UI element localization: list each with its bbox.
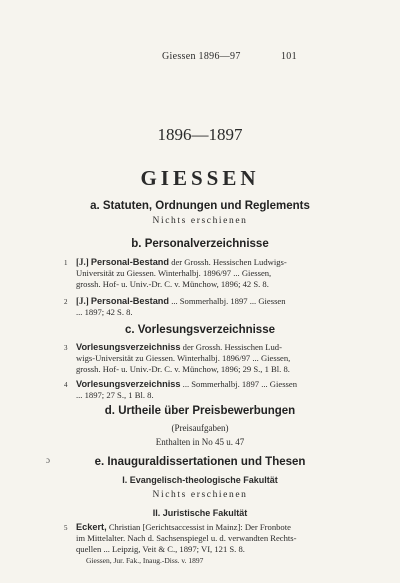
section-b-heading: b. Personalverzeichnisse (131, 238, 269, 250)
entry-3 (64, 342, 366, 375)
section-d-note: Enthalten in No 45 u. 47 (155, 437, 245, 447)
entry-line: im Mittelalter. Nach d. Sachsenspiegel u. d. verwandten Rechts- (76, 533, 297, 543)
entry-2 (64, 296, 366, 318)
section-e-heading: e. Inauguraldissertationen und Thesen (94, 456, 306, 468)
entry-title: Vorlesungsverzeichniss (76, 342, 181, 352)
entry-line: grossh. Hof- u. Univ.-Dr. C. v. Münchow, 1896; 29 S., 1 Bl. 8. (76, 364, 290, 374)
running-head-title: Giessen 1896—97 (162, 51, 241, 62)
years-heading: 1896—1897 (157, 125, 243, 144)
entry-title: Personal-Bestand (90, 296, 170, 306)
entry-line: Giessen, Jur. Fak., Inaug.-Diss. v. 1897 (86, 556, 204, 565)
entry-line: der Grossh. Hessischen Ludwigs- (171, 257, 287, 267)
page-number: 101 (281, 51, 297, 62)
section-a-note: Nichts erschienen (152, 216, 248, 226)
entry-5 (64, 522, 366, 566)
entry-line: Christian [Gerichtsaccessist in Mainz]: Der Fronbote (108, 522, 291, 532)
entry-line: der Grossh. Hessischen Lud- (182, 342, 282, 352)
margin-mark: ɔ (46, 455, 50, 465)
entry-number: 3 (64, 344, 68, 352)
entry-line: ... 1897; 42 S. 8. (76, 307, 133, 317)
entry-line: quellen ... Leipzig, Veit & C., 1897; VI, 121 S. 8. (76, 544, 245, 554)
entry-line: wigs-Universität zu Giessen. Winterhalbj. 1896/97 ... Giessen, (76, 353, 291, 363)
entry-line: ... Sommerhalbj. 1897 ... Giessen (171, 296, 286, 306)
entry-1 (64, 257, 366, 290)
entry-4 (64, 379, 366, 401)
entry-line: Universität zu Giessen. Winterhalbj. 1896/97 ... Giessen, (76, 268, 272, 278)
entry-line: ... Sommerhalbj. 1897 ... Giessen (182, 379, 298, 389)
section-a-heading: a. Statuten, Ordnungen und Reglements (90, 200, 310, 212)
entry-line: grossh. Hof- u. Univ.-Dr. C. v. Münchow, 1896; 42 S. 8. (76, 279, 269, 289)
section-d-sub: (Preisaufgaben) (171, 423, 229, 433)
faculty-2-heading: II. Juristische Fakultät (152, 508, 248, 518)
section-c-heading: c. Vorlesungsverzeichnisse (125, 324, 275, 336)
section-d-heading: d. Urtheile über Preisbewerbungen (104, 405, 296, 417)
entry-number: 4 (64, 381, 68, 389)
entry-number: 1 (64, 259, 68, 267)
entry-title: Eckert, (76, 522, 107, 532)
entry-title: Personal-Bestand (90, 257, 170, 267)
entry-number: 5 (64, 524, 68, 532)
entry-title: Vorlesungsverzeichniss (76, 379, 181, 389)
faculty-1-heading: I. Evangelisch-theologische Fakultät (122, 475, 278, 485)
faculty-1-note: Nichts erschienen (152, 490, 248, 500)
city-heading: GIESSEN (140, 166, 260, 190)
entry-prefix: [J.] (76, 257, 89, 267)
entry-line: ... 1897; 27 S., 1 Bl. 8. (76, 390, 154, 400)
entry-number: 2 (64, 298, 68, 306)
entry-prefix: [J.] (76, 296, 89, 306)
